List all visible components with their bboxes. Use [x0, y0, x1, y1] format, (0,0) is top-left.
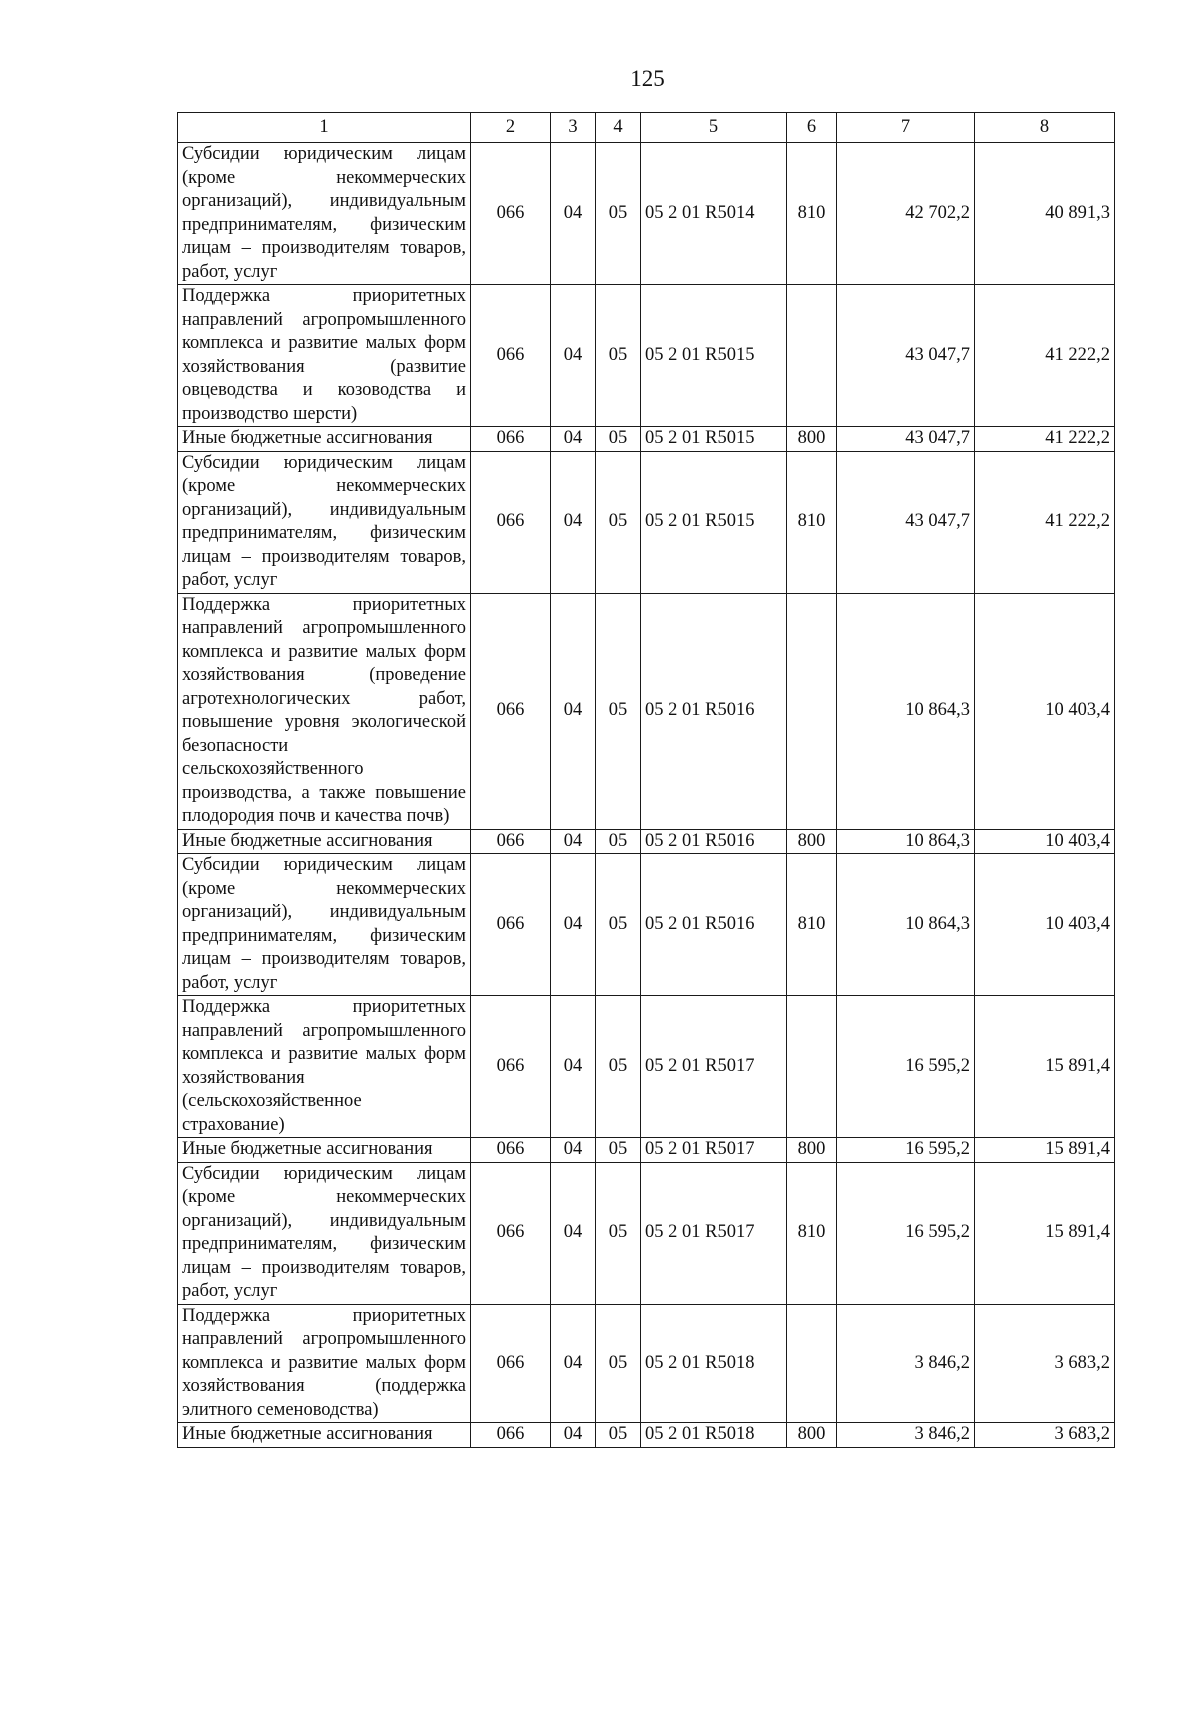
cell-amount-year-2: 41 222,2	[975, 427, 1115, 452]
page-number: 125	[630, 66, 665, 91]
cell-ministry-code: 066	[471, 593, 551, 829]
cell-ministry-code: 066	[471, 143, 551, 285]
cell-subsection-code: 05	[596, 143, 641, 285]
table-row	[178, 285, 1115, 427]
cell-subsection-code: 05	[596, 451, 641, 593]
cell-amount-year-1: 10 864,3	[837, 593, 975, 829]
cell-subsection-code: 05	[596, 285, 641, 427]
table-row	[178, 829, 1115, 854]
cell-expense-type	[787, 1304, 837, 1423]
cell-amount-year-1: 43 047,7	[837, 285, 975, 427]
table-row	[178, 593, 1115, 829]
cell-amount-year-2: 10 403,4	[975, 854, 1115, 996]
cell-amount-year-1: 43 047,7	[837, 427, 975, 452]
table-row	[178, 1423, 1115, 1448]
table-row	[178, 1138, 1115, 1163]
cell-subsection-code: 05	[596, 1423, 641, 1448]
cell-subsection-code: 05	[596, 427, 641, 452]
cell-ministry-code: 066	[471, 427, 551, 452]
row-description: Субсидии юридическим лицам (кроме некоммерческих организаций), индивидуальным предпринимателям, физическим лицам – производителям товаров, работ, услуг	[178, 451, 471, 593]
cell-subsection-code: 05	[596, 1138, 641, 1163]
cell-amount-year-2: 41 222,2	[975, 451, 1115, 593]
cell-expense-type	[787, 593, 837, 829]
column-header-2: 2	[471, 113, 551, 143]
cell-section-code: 04	[551, 143, 596, 285]
cell-amount-year-1: 42 702,2	[837, 143, 975, 285]
column-header-6: 6	[787, 113, 837, 143]
cell-ministry-code: 066	[471, 996, 551, 1138]
cell-target-article: 05 2 01 R5015	[641, 285, 787, 427]
table-body	[178, 143, 1115, 1448]
cell-target-article: 05 2 01 R5016	[641, 829, 787, 854]
cell-subsection-code: 05	[596, 1162, 641, 1304]
budget-table	[177, 112, 1115, 1448]
cell-amount-year-2: 40 891,3	[975, 143, 1115, 285]
cell-target-article: 05 2 01 R5015	[641, 451, 787, 593]
row-description: Субсидии юридическим лицам (кроме некоммерческих организаций), индивидуальным предпринимателям, физическим лицам – производителям товаров, работ, услуг	[178, 1162, 471, 1304]
cell-target-article: 05 2 01 R5017	[641, 996, 787, 1138]
cell-amount-year-1: 3 846,2	[837, 1423, 975, 1448]
column-header-8: 8	[975, 113, 1115, 143]
cell-amount-year-2: 10 403,4	[975, 593, 1115, 829]
cell-amount-year-1: 10 864,3	[837, 854, 975, 996]
cell-section-code: 04	[551, 1304, 596, 1423]
cell-section-code: 04	[551, 593, 596, 829]
table-row	[178, 427, 1115, 452]
cell-expense-type	[787, 996, 837, 1138]
cell-target-article: 05 2 01 R5015	[641, 427, 787, 452]
cell-amount-year-1: 16 595,2	[837, 996, 975, 1138]
row-description: Иные бюджетные ассигнования	[178, 1138, 471, 1163]
row-description: Поддержка приоритетных направлений агропромышленного комплекса и развитие малых форм хозяйствования (проведение агротехнологических работ, повышение уровня экологической безопасности сельскохозяйственного производства, а также повышение плодородия почв и качества почв)	[178, 593, 471, 829]
column-header-3: 3	[551, 113, 596, 143]
cell-target-article: 05 2 01 R5017	[641, 1138, 787, 1163]
cell-section-code: 04	[551, 427, 596, 452]
cell-ministry-code: 066	[471, 1138, 551, 1163]
cell-target-article: 05 2 01 R5018	[641, 1423, 787, 1448]
column-header-4: 4	[596, 113, 641, 143]
cell-expense-type: 810	[787, 854, 837, 996]
cell-target-article: 05 2 01 R5016	[641, 593, 787, 829]
column-header-1: 1	[178, 113, 471, 143]
cell-expense-type: 800	[787, 427, 837, 452]
row-description: Поддержка приоритетных направлений агропромышленного комплекса и развитие малых форм хозяйствования (развитие овцеводства и козоводства и производство шерсти)	[178, 285, 471, 427]
cell-ministry-code: 066	[471, 854, 551, 996]
cell-amount-year-1: 16 595,2	[837, 1138, 975, 1163]
cell-expense-type: 810	[787, 451, 837, 593]
cell-amount-year-2: 15 891,4	[975, 996, 1115, 1138]
cell-subsection-code: 05	[596, 829, 641, 854]
cell-expense-type: 800	[787, 829, 837, 854]
cell-amount-year-2: 10 403,4	[975, 829, 1115, 854]
row-description: Субсидии юридическим лицам (кроме некоммерческих организаций), индивидуальным предпринимателям, физическим лицам – производителям товаров, работ, услуг	[178, 854, 471, 996]
cell-target-article: 05 2 01 R5016	[641, 854, 787, 996]
table-row	[178, 1162, 1115, 1304]
cell-section-code: 04	[551, 996, 596, 1138]
cell-amount-year-2: 15 891,4	[975, 1138, 1115, 1163]
cell-expense-type	[787, 285, 837, 427]
cell-amount-year-2: 3 683,2	[975, 1304, 1115, 1423]
cell-subsection-code: 05	[596, 854, 641, 996]
cell-ministry-code: 066	[471, 1162, 551, 1304]
cell-target-article: 05 2 01 R5014	[641, 143, 787, 285]
cell-section-code: 04	[551, 1162, 596, 1304]
row-description: Поддержка приоритетных направлений агропромышленного комплекса и развитие малых форм хозяйствования (поддержка элитного семеноводства)	[178, 1304, 471, 1423]
cell-ministry-code: 066	[471, 1304, 551, 1423]
cell-section-code: 04	[551, 451, 596, 593]
table-row	[178, 451, 1115, 593]
cell-expense-type: 810	[787, 1162, 837, 1304]
cell-target-article: 05 2 01 R5017	[641, 1162, 787, 1304]
cell-ministry-code: 066	[471, 829, 551, 854]
cell-section-code: 04	[551, 1423, 596, 1448]
cell-amount-year-2: 41 222,2	[975, 285, 1115, 427]
row-description: Субсидии юридическим лицам (кроме некоммерческих организаций), индивидуальным предпринимателям, физическим лицам – производителям товаров, работ, услуг	[178, 143, 471, 285]
cell-amount-year-1: 10 864,3	[837, 829, 975, 854]
cell-subsection-code: 05	[596, 996, 641, 1138]
row-description: Иные бюджетные ассигнования	[178, 1423, 471, 1448]
table-row	[178, 996, 1115, 1138]
cell-amount-year-1: 43 047,7	[837, 451, 975, 593]
cell-section-code: 04	[551, 1138, 596, 1163]
cell-ministry-code: 066	[471, 451, 551, 593]
cell-expense-type: 810	[787, 143, 837, 285]
cell-subsection-code: 05	[596, 593, 641, 829]
header-row	[178, 113, 1115, 143]
cell-expense-type: 800	[787, 1138, 837, 1163]
cell-ministry-code: 066	[471, 285, 551, 427]
table-row	[178, 1304, 1115, 1423]
row-description: Поддержка приоритетных направлений агропромышленного комплекса и развитие малых форм хозяйствования (сельскохозяйственное страхование)	[178, 996, 471, 1138]
table-row	[178, 143, 1115, 285]
cell-amount-year-1: 3 846,2	[837, 1304, 975, 1423]
cell-expense-type: 800	[787, 1423, 837, 1448]
table-row	[178, 854, 1115, 996]
row-description: Иные бюджетные ассигнования	[178, 427, 471, 452]
column-header-5: 5	[641, 113, 787, 143]
cell-ministry-code: 066	[471, 1423, 551, 1448]
cell-subsection-code: 05	[596, 1304, 641, 1423]
cell-amount-year-2: 15 891,4	[975, 1162, 1115, 1304]
row-description: Иные бюджетные ассигнования	[178, 829, 471, 854]
column-header-7: 7	[837, 113, 975, 143]
cell-target-article: 05 2 01 R5018	[641, 1304, 787, 1423]
cell-section-code: 04	[551, 829, 596, 854]
cell-section-code: 04	[551, 854, 596, 996]
cell-amount-year-1: 16 595,2	[837, 1162, 975, 1304]
cell-section-code: 04	[551, 285, 596, 427]
cell-amount-year-2: 3 683,2	[975, 1423, 1115, 1448]
